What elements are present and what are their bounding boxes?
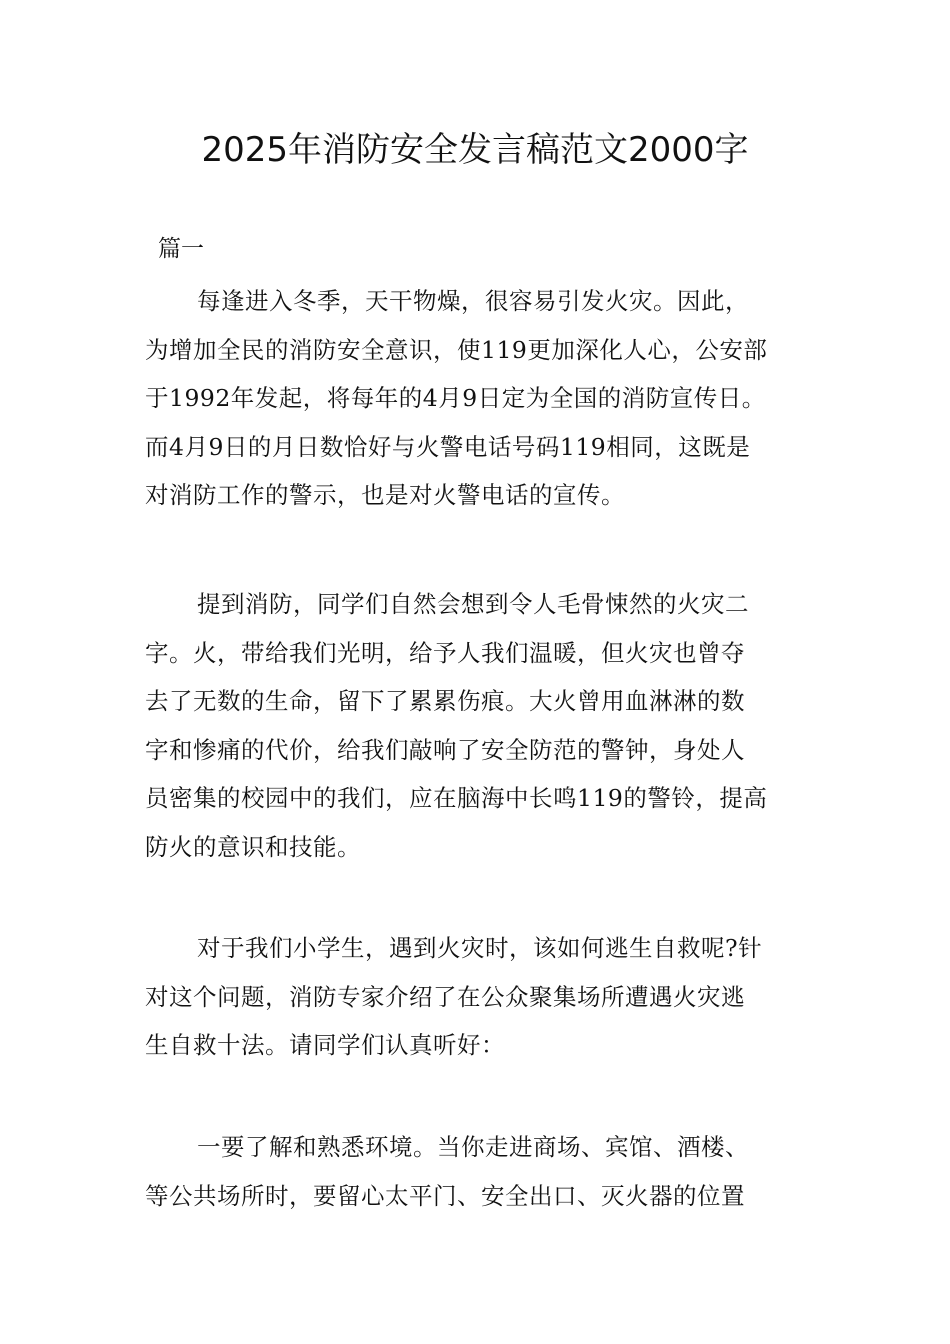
paragraph-line: 为增加全民的消防安全意识，使119更加深化人心，公安部 xyxy=(145,335,768,364)
paragraph-2 xyxy=(145,580,825,871)
paragraph-line: 员密集的校园中的我们，应在脑海中长鸣119的警铃，提高 xyxy=(145,784,768,812)
paragraph-line: 对于我们小学生，遇到火灾时，该如何逃生自救呢?针 xyxy=(197,934,763,962)
paragraph-line: 每逢进入冬季，天干物燥，很容易引发火灾。因此， xyxy=(197,287,749,315)
section-label: 篇一 xyxy=(158,236,204,262)
paragraph-line: 对这个问题，消防专家介绍了在公众聚集场所遭遇火灾逃 xyxy=(145,982,745,1011)
paragraph-line: 于1992年发起，将每年的4月9日定为全国的消防宣传日。 xyxy=(145,384,766,412)
paragraph-line: 提到消防，同学们自然会想到令人毛骨悚然的火灾二 xyxy=(197,590,749,618)
paragraph-3 xyxy=(145,924,825,1070)
paragraph-line: 生自救十法。请同学们认真听好： xyxy=(145,1031,505,1059)
document-title: 2025年消防安全发言稿范文2000字 xyxy=(201,130,749,170)
paragraph-line: 去了无数的生命，留下了累累伤痕。大火曾用血淋淋的数 xyxy=(145,687,745,715)
paragraph-line: 一要了解和熟悉环境。当你走进商场、宾馆、酒楼、 xyxy=(197,1133,749,1161)
paragraph-line: 对消防工作的警示，也是对火警电话的宣传。 xyxy=(145,481,625,509)
paragraph-line: 而4月9日的月日数恰好与火警电话号码119相同，这既是 xyxy=(145,432,751,461)
paragraph-line: 防火的意识和技能。 xyxy=(145,832,361,861)
paragraph-line: 等公共场所时，要留心太平门、安全出口、灭火器的位置 xyxy=(145,1181,745,1210)
paragraph-line: 字和惨痛的代价，给我们敲响了安全防范的警钟，身处人 xyxy=(145,735,745,764)
paragraph-1 xyxy=(145,277,825,520)
paragraph-4 xyxy=(145,1123,825,1220)
paragraph-line: 字。火，带给我们光明，给予人我们温暖，但火灾也曾夺 xyxy=(145,638,745,667)
